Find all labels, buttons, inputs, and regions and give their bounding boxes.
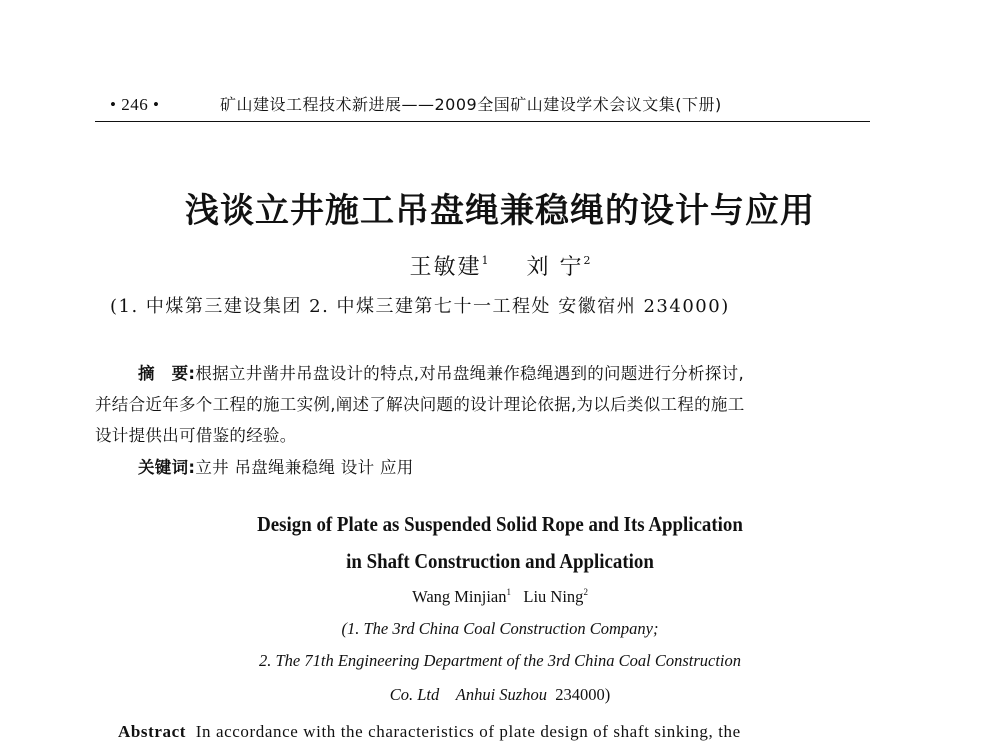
author-2-en: Liu Ning	[523, 587, 584, 606]
author-1-sup: 1	[481, 254, 489, 267]
author-2-cn: 刘 宁	[526, 255, 584, 280]
abstract-cn-label: 摘 要:	[138, 364, 196, 383]
affiliation-en-zip: 234000)	[555, 685, 611, 704]
affiliation-en-city: Co. Ltd Anhui Suzhou	[389, 685, 547, 704]
authors-cn	[0, 250, 1000, 281]
abstract-cn-text-1: 根据立井凿井吊盘设计的特点,对吊盘绳兼作稳绳遇到的问题进行分析探讨,	[195, 364, 745, 383]
abstract-cn-line-1	[138, 360, 744, 384]
page-number: • 246 •	[110, 95, 160, 114]
affiliation-cn: (1. 中煤第三建设集团 2. 中煤三建第七十一工程处 安徽宿州 234000)	[110, 296, 730, 317]
journal-title: 矿山建设工程技术新进展——2009全国矿山建设学术会议文集(下册)	[220, 95, 722, 114]
abstract-cn-line-3: 设计提供出可借鉴的经验。	[95, 426, 297, 445]
affiliation-en-line-1: (1. The 3rd China Coal Construction Company;	[341, 619, 659, 638]
abstract-en	[118, 722, 741, 742]
paper-title-cn: 浅谈立井施工吊盘绳兼稳绳的设计与应用	[185, 191, 815, 231]
abstract-en-text: In accordance with the characteristics of plate design of shaft sinking, the	[195, 722, 741, 741]
author-2-en-sup: 2	[583, 587, 588, 597]
paper-title-en-line-2: in Shaft Construction and Application	[346, 549, 654, 573]
paper-title-en-line-1: Design of Plate as Suspended Solid Rope and Its Application	[257, 512, 743, 536]
keywords-cn-label: 关键词:	[138, 458, 196, 477]
affiliation-en-line-3	[0, 681, 1000, 705]
header-rule	[95, 121, 870, 122]
author-1-en-sup: 1	[506, 587, 512, 597]
running-header	[110, 92, 722, 115]
author-2-sup: 2	[583, 254, 591, 267]
keywords-cn	[138, 454, 414, 478]
author-1-en: Wang Minjian	[412, 587, 507, 606]
affiliation-en-line-2: 2. The 71th Engineering Department of the 3rd China Coal Construction	[259, 651, 741, 670]
abstract-cn-line-2: 并结合近年多个工程的施工实例,阐述了解决问题的设计理论依据,为以后类似工程的施工	[95, 395, 745, 414]
abstract-en-label: Abstract	[118, 722, 187, 741]
keywords-cn-text: 立井 吊盘绳兼稳绳 设计 应用	[195, 458, 414, 477]
author-1-cn: 王敏建	[409, 255, 482, 280]
authors-en	[0, 587, 1000, 607]
